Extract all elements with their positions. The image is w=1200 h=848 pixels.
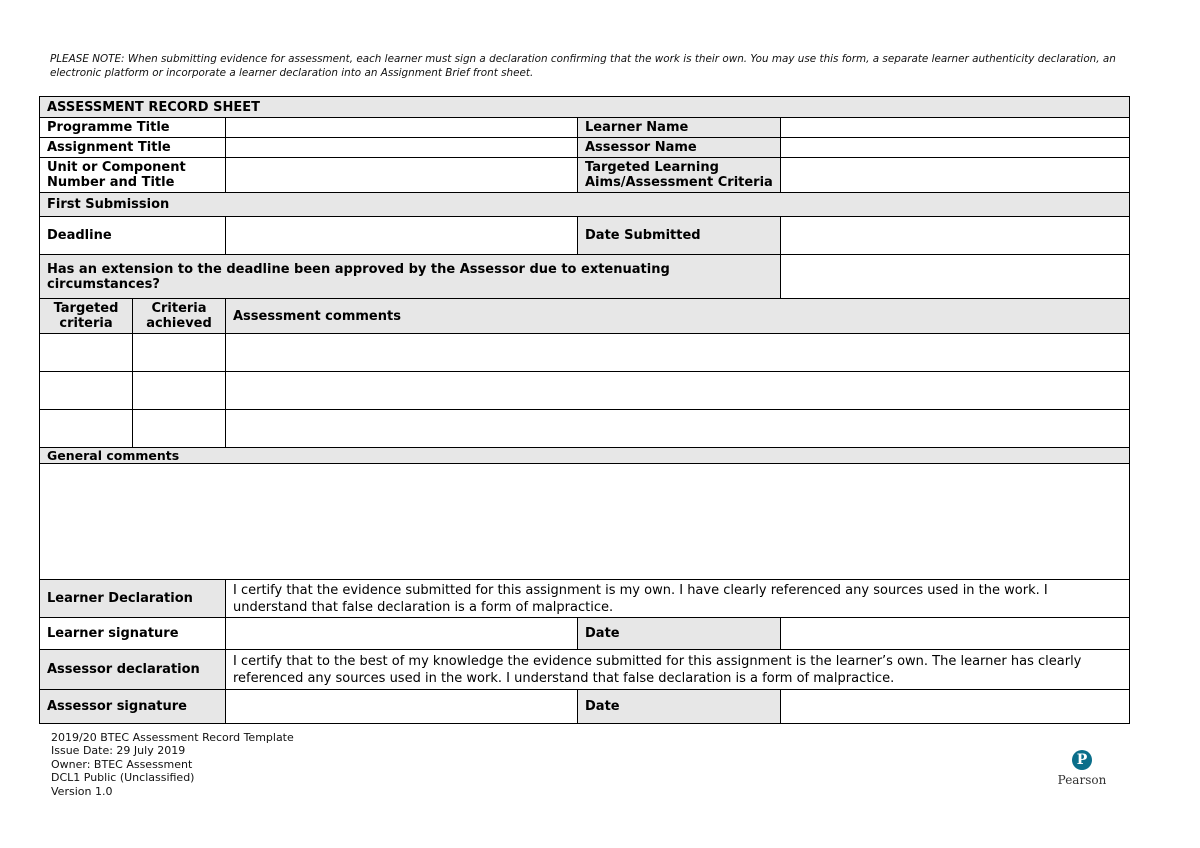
learner-name-label: Learner Name <box>578 118 781 138</box>
general-comments-field[interactable] <box>40 464 1130 580</box>
date-submitted-field[interactable] <box>781 217 1130 255</box>
learner-declaration-text: I certify that the evidence submitted for this assignment is my own. I have clearly referenced any sources used in the work. I understand that false declaration is a form of malpractice. <box>226 580 1130 618</box>
unit-field[interactable] <box>226 158 578 193</box>
sheet-title: ASSESSMENT RECORD SHEET <box>40 97 1130 118</box>
targeted-aims-label: Targeted Learning Aims/Assessment Criteria <box>578 158 781 193</box>
assessor-date-label: Date <box>578 690 781 724</box>
criteria-achieved-header: Criteria achieved <box>133 299 226 334</box>
targeted-criteria-cell[interactable] <box>40 372 133 410</box>
assessor-name-field[interactable] <box>781 138 1130 158</box>
first-submission-heading: First Submission <box>40 193 1130 217</box>
assessment-comments-header: Assessment comments <box>226 299 1130 334</box>
criteria-achieved-cell[interactable] <box>133 372 226 410</box>
footer-issue-date: Issue Date: 29 July 2019 <box>51 744 186 758</box>
assessment-comment-cell[interactable] <box>226 334 1130 372</box>
programme-title-field[interactable] <box>226 118 578 138</box>
assessor-declaration-label: Assessor declaration <box>40 650 226 690</box>
learner-date-label: Date <box>578 618 781 650</box>
pearson-wordmark: Pearson <box>1057 773 1107 787</box>
programme-title-label: Programme Title <box>40 118 226 138</box>
assignment-title-field[interactable] <box>226 138 578 158</box>
submission-note: PLEASE NOTE: When submitting evidence for assessment, each learner must sign a declaration confirming that the work is their own. You may use this form, a separate learner authenticity declaration, an electronic platform or incorporate a learner declaration into an Assignment Brief front sheet. <box>50 53 1116 79</box>
footer-owner: Owner: BTEC Assessment <box>51 757 193 771</box>
unit-label: Unit or Component Number and Title <box>40 158 226 193</box>
general-comments-label: General comments <box>40 448 1130 464</box>
assessor-declaration-text: I certify that to the best of my knowledge the evidence submitted for this assignment is the learner’s own. The learner has clearly referenced any sources used in the work. I understand that false declaration is a form of malpractice. <box>226 650 1130 690</box>
assessment-comment-cell[interactable] <box>226 410 1130 448</box>
extension-answer-field[interactable] <box>781 255 1130 299</box>
learner-name-field[interactable] <box>781 118 1130 138</box>
assessment-record-table <box>39 96 1130 724</box>
assessment-comment-cell[interactable] <box>226 372 1130 410</box>
deadline-field[interactable] <box>226 217 578 255</box>
learner-date-field[interactable] <box>781 618 1130 650</box>
footer-template-name: 2019/20 BTEC Assessment Record Template <box>51 731 294 744</box>
targeted-criteria-cell[interactable] <box>40 410 133 448</box>
learner-declaration-label: Learner Declaration <box>40 580 226 618</box>
targeted-criteria-header: Targeted criteria <box>40 299 133 334</box>
assessor-date-field[interactable] <box>781 690 1130 724</box>
assignment-title-label: Assignment Title <box>40 138 226 158</box>
targeted-criteria-cell[interactable] <box>40 334 133 372</box>
extension-question: Has an extension to the deadline been approved by the Assessor due to extenuating circumstances? <box>40 255 781 299</box>
date-submitted-label: Date Submitted <box>578 217 781 255</box>
pearson-logo-icon: P <box>1072 750 1092 770</box>
footer-version: Version 1.0 <box>51 784 113 798</box>
deadline-label: Deadline <box>40 217 226 255</box>
footer <box>51 731 294 798</box>
criteria-achieved-cell[interactable] <box>133 410 226 448</box>
criteria-achieved-cell[interactable] <box>133 334 226 372</box>
targeted-aims-field[interactable] <box>781 158 1130 193</box>
assessor-signature-label: Assessor signature <box>40 690 226 724</box>
assessor-name-label: Assessor Name <box>578 138 781 158</box>
learner-signature-label: Learner signature <box>40 618 226 650</box>
footer-classification: DCL1 Public (Unclassified) <box>51 771 195 785</box>
pearson-logo <box>1055 750 1109 787</box>
learner-signature-field[interactable] <box>226 618 578 650</box>
assessor-signature-field[interactable] <box>226 690 578 724</box>
